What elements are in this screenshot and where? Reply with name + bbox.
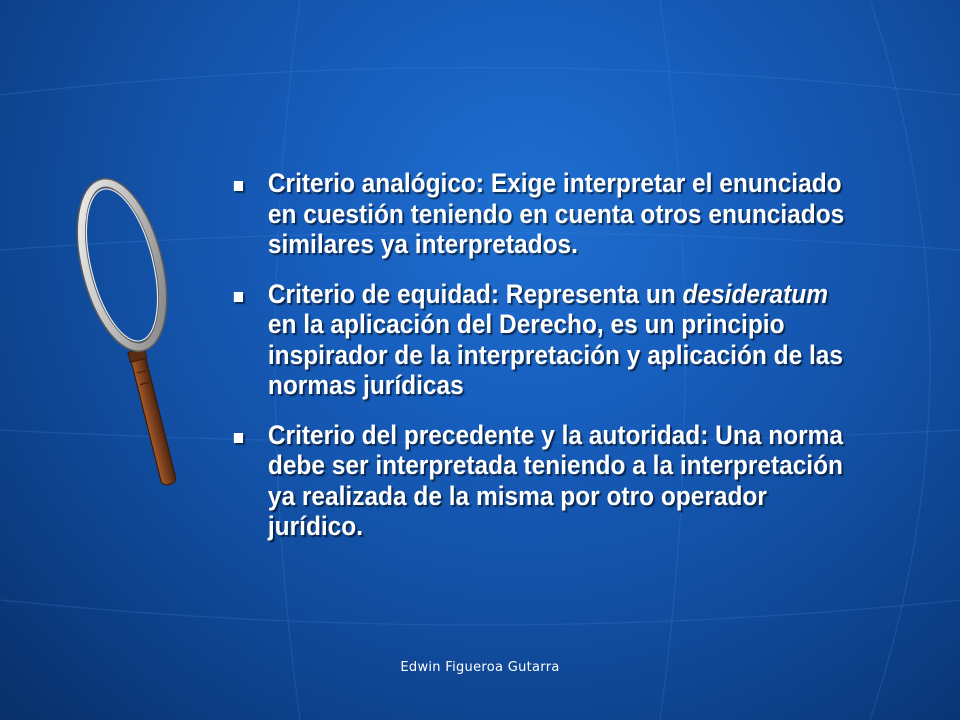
bullet-text-line: jurídico. — [267, 511, 364, 541]
bullet-criterio-equidad — [232, 279, 858, 401]
bullet-text-line: inspirador de la interpretación y aplicación de las — [267, 339, 844, 370]
bullet-text-segment: Criterio de equidad: Representa un — [267, 278, 683, 309]
bullet-list — [232, 168, 912, 561]
bullet-square-icon — [234, 181, 243, 191]
bullet-criterio-precedente — [232, 420, 858, 542]
bullet-text-line: normas jurídicas — [267, 370, 464, 400]
bullet-italic-term: desideratum — [682, 278, 829, 309]
bullet-text-line: debe ser interpretada teniendo a la interpretación — [267, 450, 843, 480]
bullet-square-icon — [234, 292, 243, 302]
bullet-text-line: en la aplicación del Derecho, es un principio — [267, 309, 785, 339]
bullet-text-line: Criterio del precedente y la autoridad: Una norma — [267, 419, 843, 450]
bullet-text-line: en cuestión teniendo en cuenta otros enunciados — [267, 198, 845, 229]
bullet-criterio-analogico — [232, 168, 858, 260]
bullet-text-line: ya realizada de la misma por otro operador — [267, 480, 767, 511]
bullet-text-line: Criterio analógico: Exige interpretar el enunciado — [267, 168, 842, 198]
bullet-square-icon — [234, 433, 243, 443]
footer-author: Edwin Figueroa Gutarra — [400, 660, 560, 675]
bullet-text-line: similares ya interpretados. — [267, 229, 578, 259]
bullet-text-line — [268, 279, 858, 310]
magnifying-glass-icon — [70, 170, 200, 500]
